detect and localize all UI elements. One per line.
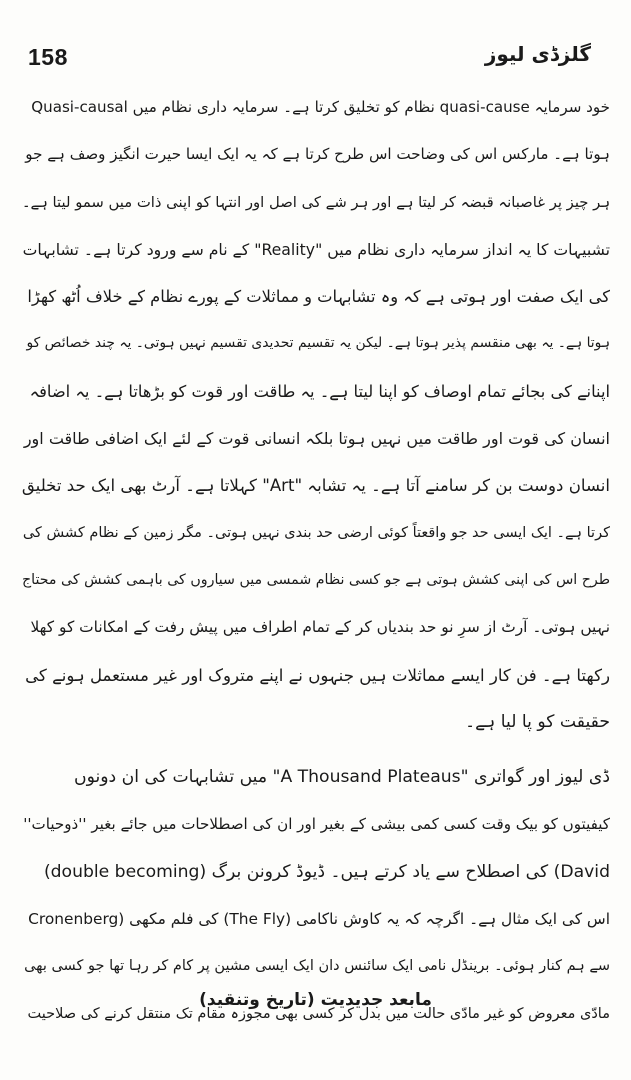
text-line: رکھتا ہے۔ فن کار ایسے مماثلات ہیں جنہوں نے اپنے متروک اور غیر مستعمل ہونے کی — [25, 665, 610, 685]
text-line: طرح اس کی اپنی کشش ہوتی ہے جو کسی نظام شمسی میں سیاروں کی باہمی کشش کی محتاج — [22, 571, 610, 588]
text-line: مادّی معروض کو غیر مادّی حالت میں بدل کر کسی بھی مجوزہ مقام تک منتقل کرنے کی صلاحیت — [27, 1005, 610, 1022]
text-line: ہوتا ہے۔ مارکس اس کی وضاحت اس طرح کرتا ہے کہ یہ ایک ایسا حیرت انگیز وصف ہے جو — [25, 145, 610, 164]
text-line: Cronenberg) کی فلم مکھی (The Fly) اس کی ایک مثال ہے۔ اگرچہ کہ یہ کاوش ناکامی — [28, 910, 610, 929]
page-number: 158 — [28, 44, 68, 70]
text-line: (double becoming) کی اصطلاح سے یاد کرتے ہیں۔ ڈیوڈ کرونن برگ (David — [43, 861, 610, 882]
text-line: انسان دوست بن کر سامنے آتا ہے۔ یہ تشابہ "Art" کہلاتا ہے۔ آرٹ بھی ایک حد تخلیق — [22, 476, 610, 496]
text-line: کی ایک صفت اور ہوتی ہے کہ وہ تشابہات و مماثلات کے پورے نظام کے خلاف اُٹھ کھڑا — [27, 287, 610, 307]
text-line: کرتا ہے۔ ایک ایسی حد جو واقعتاً کوئی ارضی حد بندی نہیں ہوتی۔ مگر زمین کے نظام کشش کی — [22, 524, 610, 541]
page-footer: مابعد جدیدیت (تاریخ وتنقید) — [199, 990, 432, 1010]
text-line: سے ہم کنار ہوئی۔ برینڈل نامی ایک سائنس دان ایک ایسی مشین پر کام کر رہا تھا جو کسی بھی — [24, 958, 610, 975]
text-line: ہر چیز پر غاصبانہ قبضہ کر لیتا ہے اور ہر شے کی اصل اور انتہا کو اپنی ذات میں سمو لیتا ہے۔ — [22, 193, 610, 211]
text-line: انسان کی قوت اور طاقت میں نہیں ہوتا بلکہ انسانی قوت کے لئے ایک اضافی طاقت اور — [23, 429, 610, 449]
text-line: کیفیتوں کو بیک وقت کسی کمی بیشی کے بغیر اور ان کی اصطلاحات میں جائے بغیر ''ذوحیات'' — [23, 815, 610, 834]
paragraph — [22, 84, 610, 746]
text-line: Quasi-causal نظام کو تخلیق کرتا ہے۔ سرمایہ داری نظام میں quasi-cause خود سرمایہ — [31, 98, 610, 116]
paragraph-gap — [22, 746, 610, 754]
page-header — [0, 38, 631, 78]
text-line: ہوتا ہے۔ یہ بھی منقسم پذیر ہوتا ہے۔ لیکن یہ تقسیم تحدیدی تقسیم نہیں ہوتی۔ یہ چند خصائص کو — [26, 335, 610, 352]
text-line: حقیقت کو پا لیا ہے۔ — [465, 711, 610, 732]
text-line: نہیں ہوتی۔ آرٹ از سرِ نو حد بندیاں کر کے تمام اطراف میں پیش رفت کے امکانات کو کھلا — [30, 618, 610, 637]
text-line: اپنانے کی بجائے تمام اوصاف کو اپنا لیتا ہے۔ یہ طاقت اور قوت کو بڑھاتا ہے۔ یہ اضافہ — [29, 381, 610, 401]
text-line: تشبیہات کا یہ انداز سرمایہ داری نظام میں "Reality" کے نام سے ورود کرتا ہے۔ تشابہات — [22, 239, 610, 259]
body-text — [22, 84, 610, 1038]
text-line: ڈی لیوز اور گواتری "A Thousand Plateaus" میں تشابہات کی ان دونوں — [73, 767, 610, 788]
running-head: گلزڈی لیوز — [484, 42, 591, 66]
